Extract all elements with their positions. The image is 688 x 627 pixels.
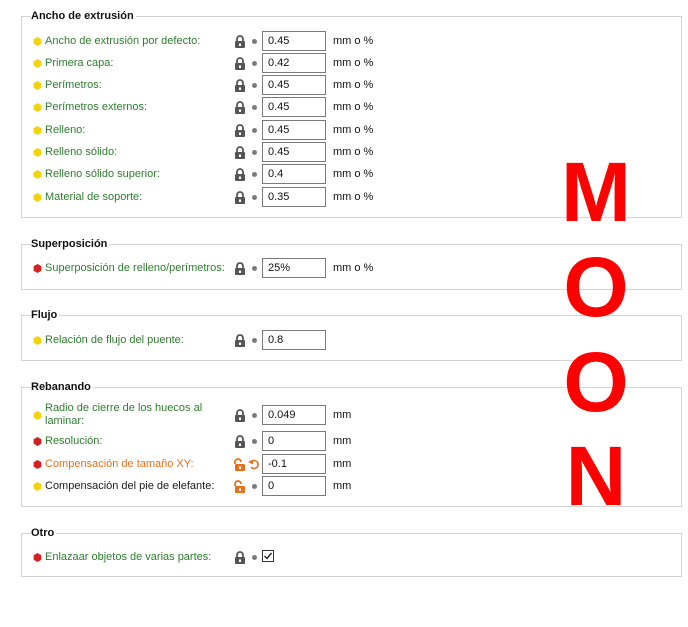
- setting-unit: mm o %: [333, 35, 374, 47]
- setting-label: Relleno:: [45, 124, 86, 136]
- setting-value-input[interactable]: -0.1: [262, 454, 326, 474]
- gray-dot-icon: [252, 128, 257, 133]
- lock-closed-icon[interactable]: [234, 57, 246, 71]
- setting-label: Compensación de tamaño XY:: [45, 458, 194, 470]
- setting-label: Material de soporte:: [45, 191, 143, 203]
- setting-unit: mm: [333, 458, 352, 470]
- gray-dot-icon: [252, 150, 257, 155]
- setting-value-input[interactable]: 0.45: [262, 31, 326, 51]
- setting-label: Superposición de relleno/perímetros:: [45, 262, 225, 274]
- setting-label: Relleno sólido:: [45, 146, 118, 158]
- lock-closed-icon[interactable]: [234, 334, 246, 348]
- red-hexagon-icon: [33, 553, 42, 562]
- lock-closed-icon[interactable]: [234, 551, 246, 565]
- setting-unit: mm: [333, 480, 352, 492]
- red-hexagon-icon: [33, 437, 42, 446]
- setting-value-input[interactable]: 0.45: [262, 97, 326, 117]
- gray-dot-icon: [252, 555, 257, 560]
- setting-label: Perímetros:: [45, 79, 102, 91]
- yellow-hexagon-icon: [33, 170, 42, 179]
- setting-label: Resolución:: [45, 435, 103, 447]
- lock-closed-icon[interactable]: [234, 435, 246, 449]
- gray-dot-icon: [252, 172, 257, 177]
- group-title-otro: Otro: [31, 527, 55, 539]
- yellow-hexagon-icon: [33, 103, 42, 112]
- group-title-rebanando: Rebanando: [31, 381, 91, 393]
- setting-unit: mm o %: [333, 79, 374, 91]
- gray-dot-icon: [252, 83, 257, 88]
- setting-value-input[interactable]: 0.45: [262, 120, 326, 140]
- lock-closed-icon[interactable]: [234, 146, 246, 160]
- gray-dot-icon: [252, 484, 257, 489]
- group-title-flujo: Flujo: [31, 309, 58, 321]
- setting-checkbox[interactable]: [262, 550, 274, 562]
- setting-value-input[interactable]: 0.4: [262, 164, 326, 184]
- setting-value-input[interactable]: 25%: [262, 258, 326, 278]
- red-hexagon-icon: [33, 460, 42, 469]
- group-title-ancho-extrusion: Ancho de extrusión: [31, 10, 134, 22]
- setting-unit: mm o %: [333, 168, 374, 180]
- yellow-hexagon-icon: [33, 411, 42, 420]
- setting-unit: mm o %: [333, 124, 374, 136]
- lock-open-icon[interactable]: [234, 458, 246, 472]
- yellow-hexagon-icon: [33, 59, 42, 68]
- setting-unit: mm o %: [333, 101, 374, 113]
- setting-value-input[interactable]: 0.8: [262, 330, 326, 350]
- lock-closed-icon[interactable]: [234, 191, 246, 205]
- yellow-hexagon-icon: [33, 482, 42, 491]
- setting-label: Enlazaar objetos de varias partes:: [45, 551, 212, 563]
- setting-value-input[interactable]: 0: [262, 431, 326, 451]
- setting-value-input[interactable]: 0.049: [262, 405, 326, 425]
- setting-label: Relación de flujo del puente:: [45, 334, 184, 346]
- setting-value-input[interactable]: 0: [262, 476, 326, 496]
- setting-label: Ancho de extrusión por defecto:: [45, 35, 201, 47]
- gray-dot-icon: [252, 105, 257, 110]
- group-title-superposicion: Superposición: [31, 238, 108, 250]
- yellow-hexagon-icon: [33, 37, 42, 46]
- setting-unit: mm o %: [333, 191, 374, 203]
- setting-unit: mm o %: [333, 146, 374, 158]
- gray-dot-icon: [252, 266, 257, 271]
- gray-dot-icon: [252, 61, 257, 66]
- gray-dot-icon: [252, 439, 257, 444]
- lock-closed-icon[interactable]: [234, 35, 246, 49]
- setting-value-input[interactable]: 0.35: [262, 187, 326, 207]
- lock-closed-icon[interactable]: [234, 101, 246, 115]
- setting-unit: mm o %: [333, 262, 374, 274]
- checkmark-icon: [263, 551, 273, 561]
- lock-open-icon[interactable]: [234, 480, 246, 494]
- gray-dot-icon: [252, 195, 257, 200]
- setting-label: Relleno sólido superior:: [45, 168, 160, 180]
- yellow-hexagon-icon: [33, 81, 42, 90]
- red-hexagon-icon: [33, 264, 42, 273]
- setting-unit: mm: [333, 409, 352, 421]
- lock-closed-icon[interactable]: [234, 262, 246, 276]
- setting-value-input[interactable]: 0.45: [262, 142, 326, 162]
- yellow-hexagon-icon: [33, 148, 42, 157]
- setting-unit: mm o %: [333, 57, 374, 69]
- lock-closed-icon[interactable]: [234, 168, 246, 182]
- setting-unit: mm: [333, 435, 352, 447]
- lock-closed-icon[interactable]: [234, 79, 246, 93]
- yellow-hexagon-icon: [33, 126, 42, 135]
- setting-label: Compensación del pie de elefante:: [45, 480, 215, 492]
- gray-dot-icon: [252, 338, 257, 343]
- watermark-letter-2: O: [563, 240, 629, 334]
- lock-closed-icon[interactable]: [234, 124, 246, 138]
- gray-dot-icon: [252, 413, 257, 418]
- undo-arrow-icon[interactable]: [248, 458, 260, 470]
- setting-value-input[interactable]: 0.42: [262, 53, 326, 73]
- setting-label: Radio de cierre de los huecos al laminar:: [45, 402, 203, 427]
- watermark-letter-3: O: [563, 335, 629, 429]
- setting-label: Primera capa:: [45, 57, 114, 69]
- lock-closed-icon[interactable]: [234, 409, 246, 423]
- setting-value-input[interactable]: 0.45: [262, 75, 326, 95]
- yellow-hexagon-icon: [33, 336, 42, 345]
- gray-dot-icon: [252, 39, 257, 44]
- yellow-hexagon-icon: [33, 193, 42, 202]
- watermark-letter-1: M: [561, 145, 631, 239]
- watermark-letter-4: N: [565, 429, 627, 523]
- setting-label: Perímetros externos:: [45, 101, 148, 113]
